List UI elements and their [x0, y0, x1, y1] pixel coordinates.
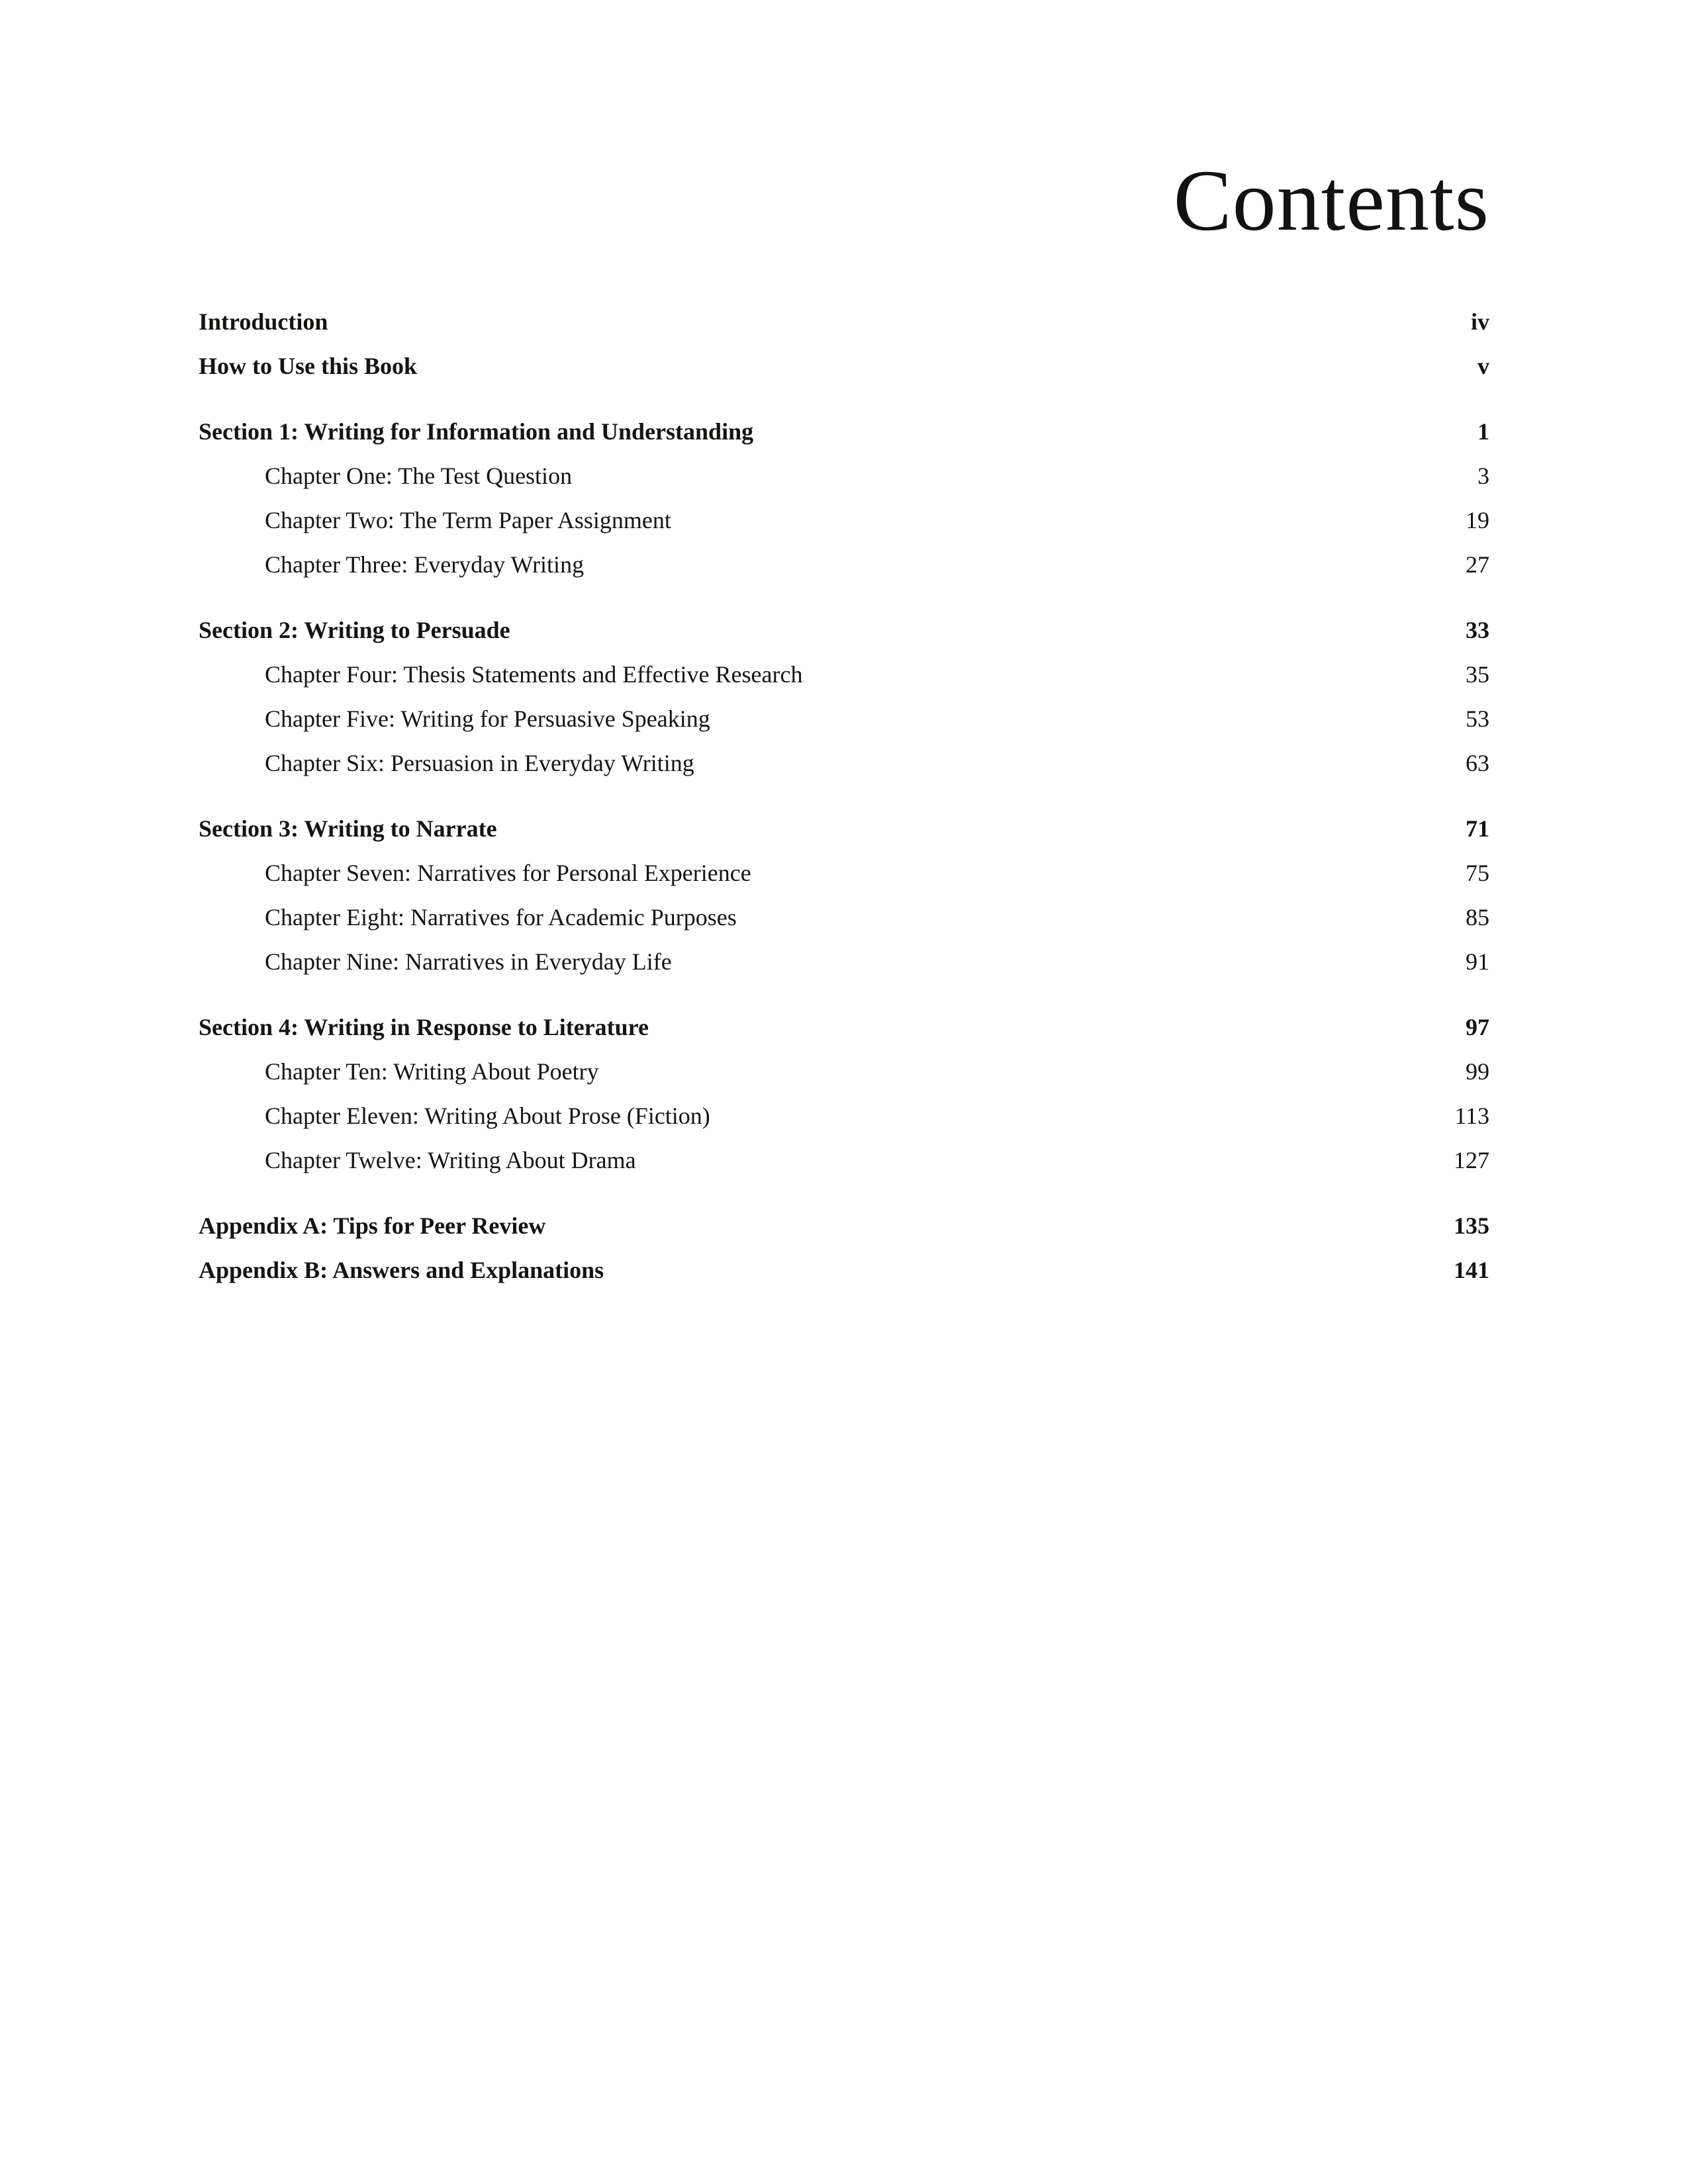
toc-entry-page: v — [1477, 353, 1489, 380]
toc-entry — [199, 344, 1489, 388]
toc-entry-label: How to Use this Book — [199, 353, 418, 380]
toc-entry — [199, 895, 1489, 940]
toc-entry — [199, 1094, 1489, 1138]
toc-entry — [199, 741, 1489, 786]
toc-entry-label: Chapter Twelve: Writing About Drama — [265, 1147, 636, 1174]
toc-entry-page: 27 — [1466, 551, 1489, 578]
toc-entry — [199, 543, 1489, 587]
toc-entry-page: 19 — [1466, 507, 1489, 534]
toc-entry-label: Appendix A: Tips for Peer Review — [199, 1212, 546, 1240]
toc-front-matter-group — [199, 300, 1489, 388]
toc-entry — [199, 1204, 1489, 1248]
toc-entry-label: Chapter Ten: Writing About Poetry — [265, 1058, 599, 1085]
toc-entry-label: Section 3: Writing to Narrate — [199, 815, 497, 842]
toc-section-group — [199, 807, 1489, 984]
toc-entry-label: Section 1: Writing for Information and Understanding — [199, 418, 754, 445]
toc-entry-label: Chapter Three: Everyday Writing — [265, 551, 585, 578]
toc-entry-label: Chapter Eleven: Writing About Prose (Fiction) — [265, 1103, 710, 1130]
toc-entry — [199, 653, 1489, 697]
toc-entry-label: Chapter Five: Writing for Persuasive Speaking — [265, 705, 710, 733]
toc-entry-label: Chapter Six: Persuasion in Everyday Writing — [265, 750, 694, 777]
toc-entry — [199, 608, 1489, 653]
toc-entry-page: 91 — [1466, 948, 1489, 976]
toc-entry — [199, 1138, 1489, 1183]
toc-entry-page: 99 — [1466, 1058, 1489, 1085]
toc-entry-page: 3 — [1477, 463, 1489, 490]
toc-entry-page: 135 — [1454, 1212, 1489, 1240]
toc-entry — [199, 454, 1489, 498]
toc-entry-page: 35 — [1466, 661, 1489, 688]
toc-entry-page: 1 — [1477, 418, 1489, 445]
toc-entry — [199, 300, 1489, 344]
toc-entry-page: 141 — [1454, 1257, 1489, 1284]
toc-entry-page: 71 — [1466, 815, 1489, 842]
toc-entry-label: Section 4: Writing in Response to Literature — [199, 1014, 649, 1041]
toc-entry — [199, 851, 1489, 895]
toc-entry-page: 113 — [1454, 1103, 1489, 1130]
toc-entry-page: 63 — [1466, 750, 1489, 777]
toc-entry — [199, 1050, 1489, 1094]
toc-entry — [199, 410, 1489, 454]
toc-entry-label: Section 2: Writing to Persuade — [199, 617, 510, 644]
toc-entry-label: Introduction — [199, 308, 328, 336]
toc-entry-label: Appendix B: Answers and Explanations — [199, 1257, 604, 1284]
toc-entry-page: 97 — [1466, 1014, 1489, 1041]
toc-entry — [199, 940, 1489, 984]
toc-entry-page: 85 — [1466, 904, 1489, 931]
page-title: Contents — [1173, 152, 1489, 249]
toc-section-group — [199, 608, 1489, 786]
toc-list — [199, 300, 1489, 1293]
toc-entry — [199, 807, 1489, 851]
toc-entry-page: 127 — [1454, 1147, 1489, 1174]
toc-entry-label: Chapter One: The Test Question — [265, 463, 573, 490]
toc-entry — [199, 498, 1489, 543]
toc-entry-label: Chapter Four: Thesis Statements and Effective Research — [265, 661, 803, 688]
toc-entry — [199, 697, 1489, 741]
toc-entry — [199, 1248, 1489, 1293]
toc-entry — [199, 1005, 1489, 1050]
toc-entry-label: Chapter Nine: Narratives in Everyday Life — [265, 948, 672, 976]
toc-entry-page: 53 — [1466, 705, 1489, 733]
toc-entry-label: Chapter Eight: Narratives for Academic Purposes — [265, 904, 737, 931]
toc-section-group — [199, 1005, 1489, 1183]
toc-entry-label: Chapter Two: The Term Paper Assignment — [265, 507, 671, 534]
toc-back-matter-group — [199, 1204, 1489, 1293]
toc-entry-page: 75 — [1466, 860, 1489, 887]
toc-entry-label: Chapter Seven: Narratives for Personal Experience — [265, 860, 751, 887]
toc-entry-page: 33 — [1466, 617, 1489, 644]
toc-section-group — [199, 410, 1489, 587]
toc-entry-page: iv — [1470, 308, 1489, 336]
